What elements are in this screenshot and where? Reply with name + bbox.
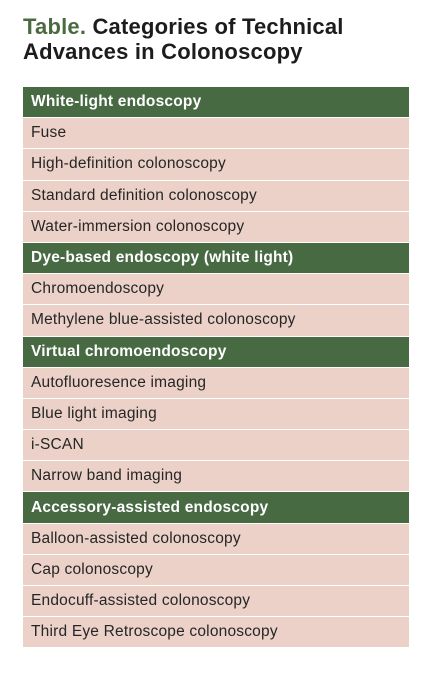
table-title xyxy=(23,14,413,64)
table-row: Third Eye Retroscope colonoscopy xyxy=(23,617,409,648)
table-row: Endocuff-assisted colonoscopy xyxy=(23,586,409,617)
table-row: Balloon-assisted colonoscopy xyxy=(23,524,409,555)
table-row: Cap colonoscopy xyxy=(23,555,409,586)
category-header: White-light endoscopy xyxy=(23,87,409,118)
table-row: Standard definition colonoscopy xyxy=(23,181,409,212)
category-header: Dye-based endoscopy (white light) xyxy=(23,243,409,274)
category-header: Virtual chromoendoscopy xyxy=(23,337,409,368)
category-header: Accessory-assisted endoscopy xyxy=(23,492,409,523)
table-row: Methylene blue-assisted colonoscopy xyxy=(23,305,409,336)
table-row: Chromoendoscopy xyxy=(23,274,409,305)
table-row: Narrow band imaging xyxy=(23,461,409,492)
table-row: Water-immersion colonoscopy xyxy=(23,212,409,243)
table-row: Fuse xyxy=(23,118,409,149)
table-row: Blue light imaging xyxy=(23,399,409,430)
table-row: i-SCAN xyxy=(23,430,409,461)
categories-table xyxy=(23,87,409,648)
table-row: High-definition colonoscopy xyxy=(23,149,409,180)
table-title-text: Categories of Technical Advances in Colonoscopy xyxy=(23,14,344,64)
table-row: Autofluoresence imaging xyxy=(23,368,409,399)
table-title-label: Table. xyxy=(23,14,87,39)
